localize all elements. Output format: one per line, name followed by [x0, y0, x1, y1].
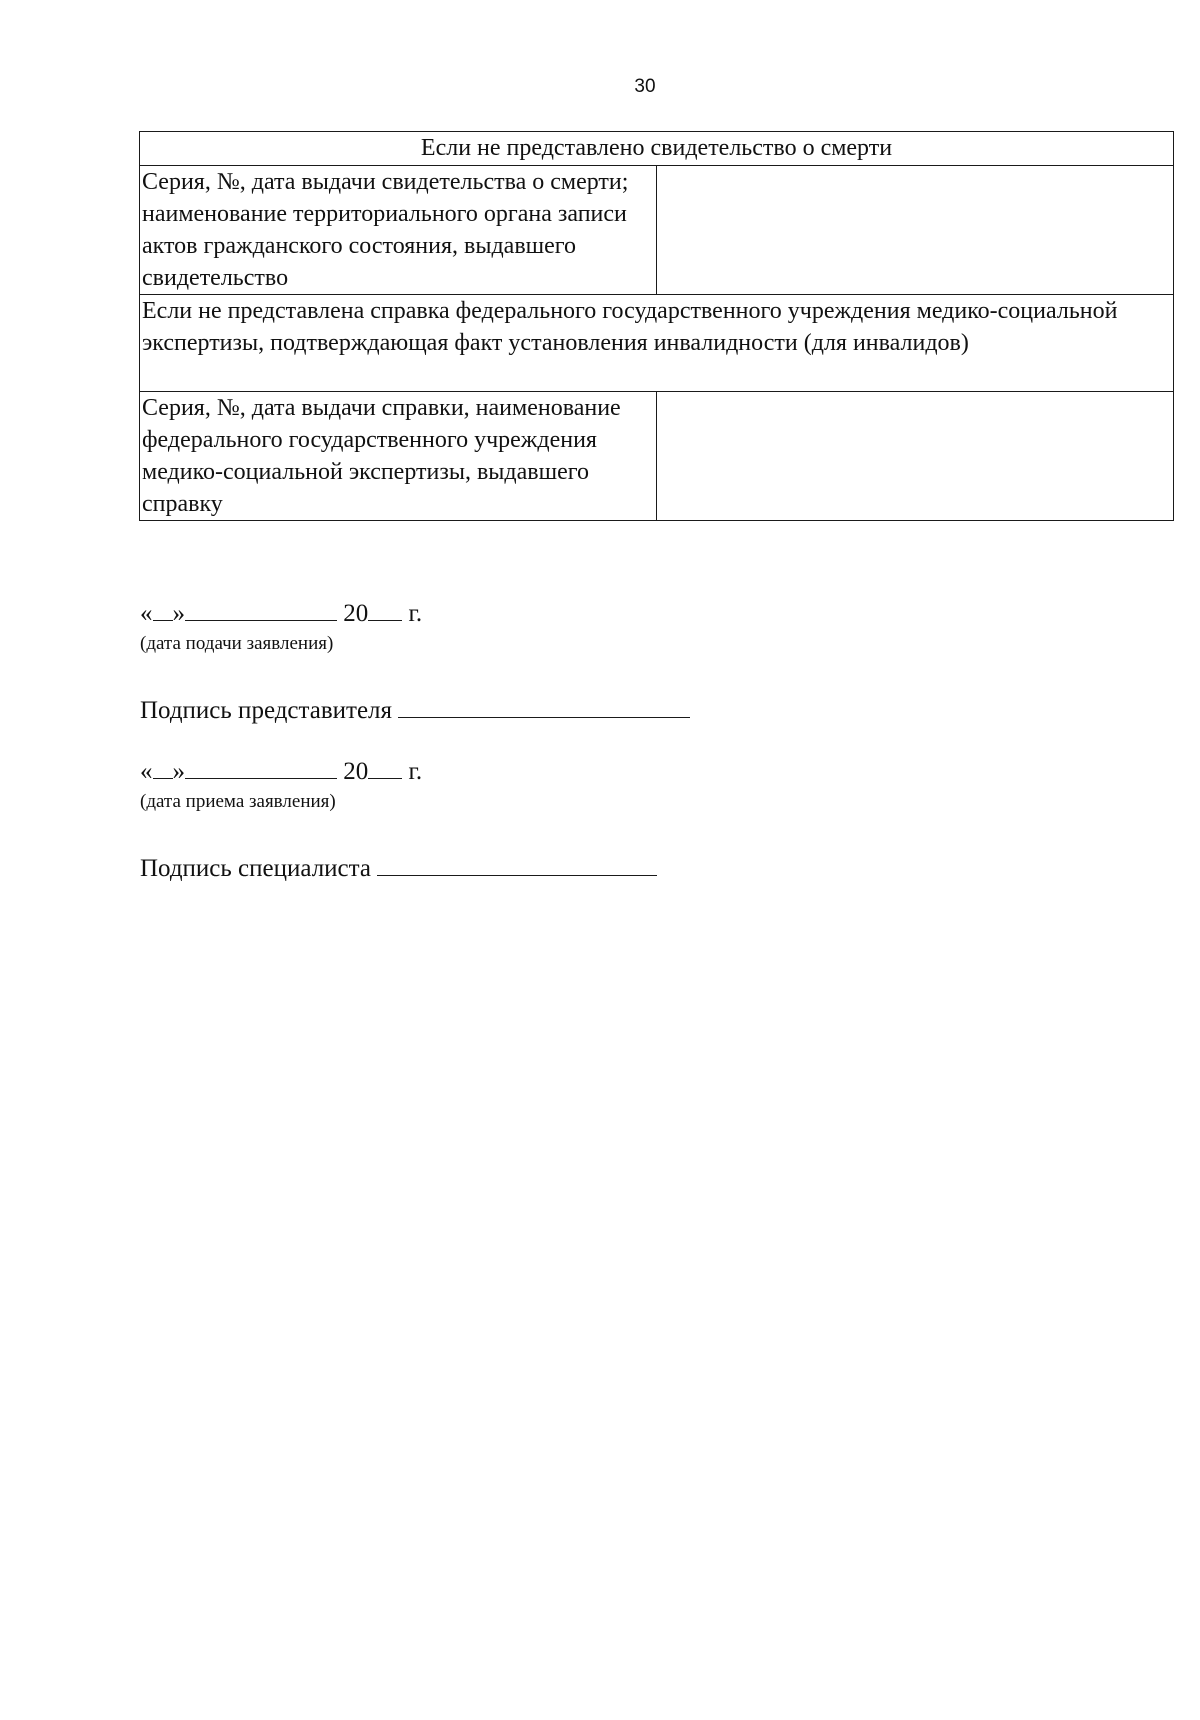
death-certificate-value-field[interactable]	[657, 166, 1174, 295]
quote-close: »	[172, 758, 185, 785]
quote-close: »	[172, 600, 185, 627]
reception-year-field[interactable]	[368, 754, 402, 779]
representative-signature-line	[140, 693, 690, 725]
year-suffix: г.	[408, 758, 423, 785]
quote-open: «	[140, 600, 153, 627]
representative-signature-field[interactable]	[398, 693, 690, 718]
page-number: 30	[634, 76, 656, 97]
submission-month-field[interactable]	[185, 596, 337, 621]
century-prefix: 20	[343, 600, 369, 627]
table-row	[140, 392, 1174, 521]
reception-date-line	[140, 754, 422, 786]
year-suffix: г.	[408, 600, 423, 627]
specialist-signature-field[interactable]	[377, 851, 657, 876]
submission-year-field[interactable]	[368, 596, 402, 621]
reception-date-caption: (дата приема заявления)	[140, 791, 336, 812]
disability-certificate-value-field[interactable]	[657, 392, 1174, 521]
death-certificate-section-header: Если не представлено свидетельство о смерти	[140, 132, 1174, 166]
specialist-signature-label: Подпись специалиста	[140, 855, 371, 882]
reception-month-field[interactable]	[185, 754, 337, 779]
reception-day-field[interactable]	[153, 754, 173, 779]
table-row	[140, 132, 1174, 166]
death-certificate-table	[139, 131, 1174, 521]
submission-day-field[interactable]	[153, 596, 173, 621]
submission-date-line	[140, 596, 422, 628]
disability-section-header: Если не представлена справка федерального государственного учреждения медико-социальной экспертизы, подтверждающая факт установления инвалидности (для инвалидов)	[140, 295, 1174, 392]
submission-date-caption: (дата подачи заявления)	[140, 633, 334, 654]
specialist-signature-line	[140, 851, 657, 883]
table-row	[140, 166, 1174, 295]
table-row	[140, 295, 1174, 392]
death-certificate-label: Серия, №, дата выдачи свидетельства о смерти; наименование территориального органа записи актов гражданского состояния, выдавшего свидетельство	[140, 166, 657, 295]
century-prefix: 20	[343, 758, 369, 785]
disability-certificate-label: Серия, №, дата выдачи справки, наименование федерального государственного учреждения медико-социальной экспертизы, выдавшего справку	[140, 392, 657, 521]
quote-open: «	[140, 758, 153, 785]
representative-signature-label: Подпись представителя	[140, 697, 393, 724]
